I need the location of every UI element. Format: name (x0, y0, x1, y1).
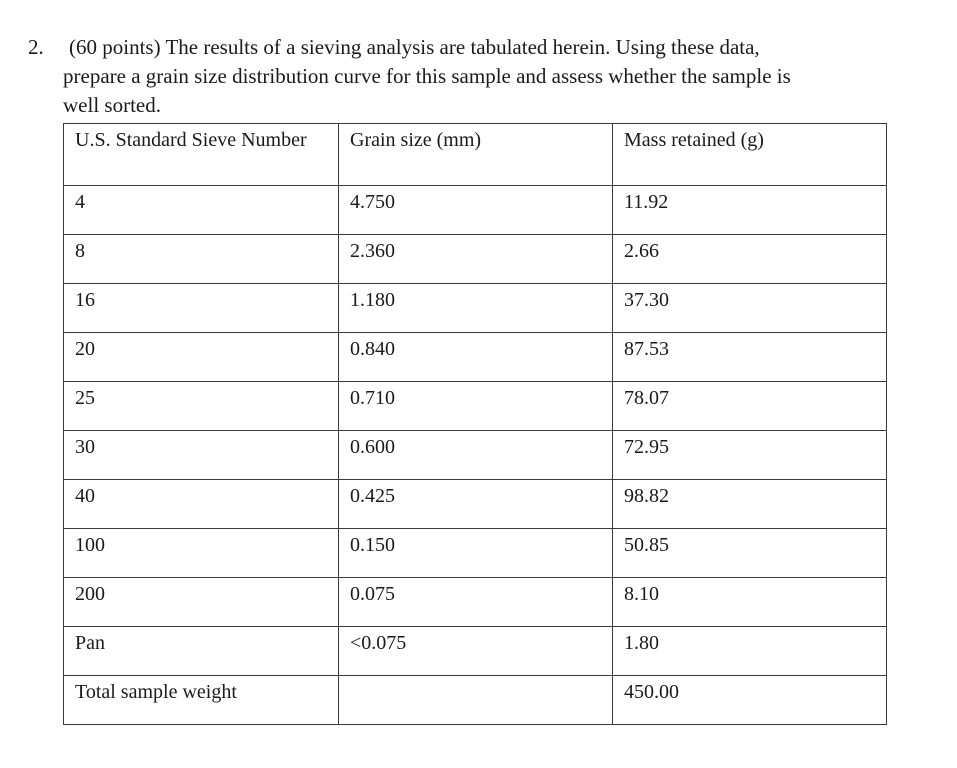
total-label: Total sample weight (64, 676, 339, 725)
cell-sieve: 16 (64, 284, 339, 333)
cell-mass: 1.80 (613, 627, 887, 676)
question-line-3: well sorted. (63, 93, 161, 117)
cell-mass: 37.30 (613, 284, 887, 333)
header-grain-size: Grain size (mm) (339, 124, 613, 186)
question-line-2: prepare a grain size distribution curve for this sample and assess whether the sample is (63, 64, 791, 88)
cell-sieve: 25 (64, 382, 339, 431)
table-row (64, 529, 887, 578)
cell-grain-size: 0.710 (339, 382, 613, 431)
cell-grain-size: 0.425 (339, 480, 613, 529)
question-text (63, 33, 908, 120)
cell-sieve: Pan (64, 627, 339, 676)
cell-sieve: 20 (64, 333, 339, 382)
cell-grain-size: 0.600 (339, 431, 613, 480)
table-total-row (64, 676, 887, 725)
total-grain-size (339, 676, 613, 725)
cell-grain-size: 0.150 (339, 529, 613, 578)
table-row (64, 186, 887, 235)
sieve-analysis-table (63, 123, 887, 725)
table-header-row (64, 124, 887, 186)
table-row (64, 627, 887, 676)
cell-sieve: 4 (64, 186, 339, 235)
cell-sieve: 40 (64, 480, 339, 529)
cell-grain-size: 0.840 (339, 333, 613, 382)
cell-sieve: 8 (64, 235, 339, 284)
cell-mass: 50.85 (613, 529, 887, 578)
table-row (64, 578, 887, 627)
total-mass: 450.00 (613, 676, 887, 725)
header-mass-retained: Mass retained (g) (613, 124, 887, 186)
question-number: 2. (28, 35, 44, 59)
cell-mass: 2.66 (613, 235, 887, 284)
cell-sieve: 200 (64, 578, 339, 627)
cell-grain-size: <0.075 (339, 627, 613, 676)
cell-mass: 98.82 (613, 480, 887, 529)
table-row (64, 431, 887, 480)
table-row (64, 382, 887, 431)
cell-mass: 72.95 (613, 431, 887, 480)
header-sieve-number: U.S. Standard Sieve Number (64, 124, 339, 186)
cell-grain-size: 0.075 (339, 578, 613, 627)
cell-grain-size: 1.180 (339, 284, 613, 333)
cell-sieve: 30 (64, 431, 339, 480)
table-row (64, 235, 887, 284)
question-block (28, 33, 908, 120)
cell-grain-size: 4.750 (339, 186, 613, 235)
question-line-1: (60 points) The results of a sieving analysis are tabulated herein. Using these data, (69, 35, 760, 59)
cell-mass: 11.92 (613, 186, 887, 235)
cell-mass: 8.10 (613, 578, 887, 627)
table-row (64, 284, 887, 333)
cell-sieve: 100 (64, 529, 339, 578)
cell-grain-size: 2.360 (339, 235, 613, 284)
cell-mass: 78.07 (613, 382, 887, 431)
cell-mass: 87.53 (613, 333, 887, 382)
table-row (64, 333, 887, 382)
table-row (64, 480, 887, 529)
